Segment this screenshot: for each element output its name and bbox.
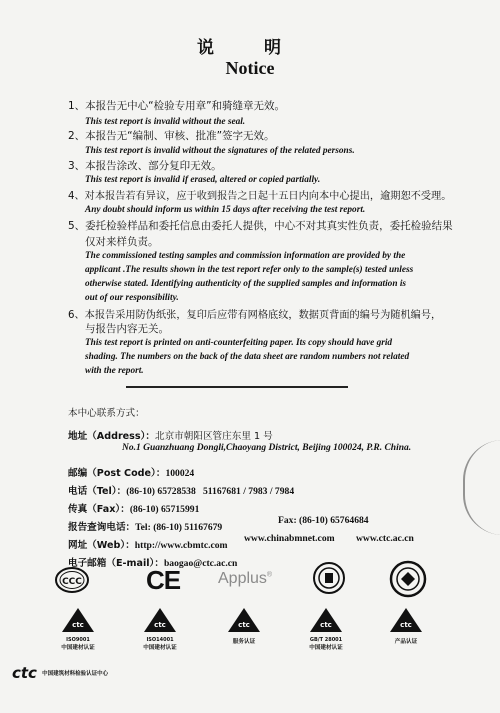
svg-text:ctc: ctc — [72, 621, 84, 629]
tel-label: 电话（Tel）： — [68, 486, 127, 497]
fax-value: (86-10) 65715991 — [129, 504, 200, 515]
cert-product — [386, 607, 426, 645]
notice-item-5-en-2: applicant .The results shown in the test report refer only to the sample(s) tested unless — [85, 265, 414, 275]
notice-item-1-en: This test report is invalid without the seal. — [85, 117, 246, 127]
svg-text:ctc: ctc — [320, 621, 332, 629]
notice-item-6-en-1: This test report is printed on anti-counterfeiting paper. Its copy should have grid — [85, 338, 393, 348]
notice-item-5-cn-2: 仅对来样负责。 — [85, 236, 159, 248]
cert-label: 中国建材认证 — [61, 645, 95, 651]
ctc-triangle-icon — [227, 607, 261, 633]
ccc-mark-icon — [54, 566, 90, 594]
notice-item-3-en: This test report is invalid if erased, altered or copied partially. — [85, 175, 321, 185]
query-fax: Fax: (86-10) 65764684 — [278, 515, 369, 526]
address-label: 地址（Address）： — [68, 431, 155, 442]
web-label: 网址（Web）： — [68, 540, 135, 551]
query-tel: Tel: (86-10) 51167679 — [135, 522, 223, 533]
notice-item-2-cn: 2、本报告无“编制、审核、批准”签字无效。 — [68, 130, 275, 142]
ctc-triangle-icon — [309, 607, 343, 633]
web-link-2[interactable]: www.chinabmnet.com — [244, 533, 335, 544]
notice-item-5-cn-1: 5、委托检验样品和委托信息由委托人提供，中心不对其真实性负责，委托检验结果 — [68, 220, 453, 232]
notice-item-2-en: This test report is invalid without the signatures of the related persons. — [85, 146, 355, 156]
postcode-row — [68, 461, 194, 480]
fax-row — [68, 497, 199, 516]
cert-iso14001 — [140, 607, 180, 651]
notice-item-4-en: Any doubt should inform us within 15 days after receiving the test report. — [85, 205, 366, 215]
title-cn: 说 明 — [197, 38, 303, 58]
notice-item-6-en-2: shading. The numbers on the back of the data sheet are random numbers not related — [85, 352, 410, 362]
cert-label: 服务认证 — [232, 639, 256, 645]
query-label: 报告查询电话： — [68, 522, 136, 533]
notice-item-6-cn-1: 6、本报告采用防伪纸张，复印后应带有网格底纹，数据页背面的编号为随机编号， — [68, 310, 442, 321]
applus-logo — [218, 570, 272, 588]
ce-mark-icon: CE — [146, 565, 181, 595]
contact-heading: 本中心联系方式： — [68, 408, 145, 419]
web-link-1[interactable]: http://www.cbmtc.com — [134, 540, 228, 551]
fax-label: 传真（Fax）： — [68, 504, 130, 515]
svg-text:ctc: ctc — [238, 621, 250, 629]
tel-row — [68, 479, 294, 498]
title-en: Notice — [225, 58, 275, 78]
postcode-value: 100024 — [165, 468, 195, 479]
notice-item-1-cn: 1、本报告无中心“检验专用章”和骑缝章无效。 — [68, 100, 286, 112]
seal-stamp-fragment — [463, 440, 500, 535]
cert-code: ISO9001 — [66, 637, 90, 643]
query-row — [68, 515, 222, 534]
cert-label: 中国建材认证 — [143, 645, 177, 651]
notice-item-6-cn-2: 与报告内容无关。 — [85, 323, 169, 335]
svg-text:ctc: ctc — [154, 621, 166, 629]
cert-code: ISO14001 — [146, 637, 174, 643]
cert-label: 中国建材认证 — [309, 645, 343, 651]
notice-item-6-en-3: with the report. — [85, 366, 144, 376]
email-label: 电子邮箱（E-mail）： — [68, 558, 164, 569]
cert-label: 产品认证 — [394, 639, 418, 645]
cert-gbt28001 — [304, 607, 348, 651]
footer-logo — [12, 663, 108, 682]
notice-item-5-en-3: otherwise stated. Identifying authenticity of the supplied samples and information is — [85, 279, 407, 289]
seal-emblem-icon — [312, 561, 346, 595]
cma-emblem-icon — [388, 560, 428, 598]
web-row — [68, 533, 228, 552]
cert-iso9001 — [58, 607, 98, 651]
email-value[interactable]: baogao@ctc.ac.cn — [163, 558, 238, 569]
ctc-triangle-icon — [389, 607, 423, 633]
notice-item-5-en-1: The commissioned testing samples and commission information are provided by the — [85, 251, 406, 261]
notice-item-4-cn: 4、对本报告若有异议，应于收到报告之日起十五日内向本中心提出，逾期恕不受理。 — [68, 191, 452, 202]
address-en: No.1 Guanzhuang Dongli,Chaoyang District, Beijing 100024, P.R. China. — [122, 443, 412, 453]
notice-item-3-cn: 3、本报告涂改、部分复印无效。 — [68, 160, 222, 172]
tel-value: (86-10) 65728538 51167681 / 7983 / 7984 — [126, 486, 295, 497]
applus-registered: ® — [266, 571, 273, 579]
ctc-triangle-icon — [61, 607, 95, 633]
svg-text:ctc: ctc — [400, 621, 412, 629]
footer-brand: ctc — [12, 664, 37, 682]
cert-code: GB/T 28001 — [309, 637, 343, 643]
address-row — [68, 424, 273, 443]
svg-text:CCC: CCC — [62, 577, 82, 587]
address-cn: 北京市朝阳区管庄东里 1 号 — [155, 431, 273, 442]
web-link-3[interactable]: www.ctc.ac.cn — [356, 533, 414, 544]
divider — [126, 386, 348, 388]
footer-org: 中国建筑材料检验认证中心 — [42, 671, 109, 677]
cert-service — [224, 607, 264, 645]
postcode-label: 邮编（Post Code）： — [68, 468, 166, 479]
applus-text: Applus — [218, 570, 267, 587]
notice-item-5-en-4: out of our responsibility. — [85, 293, 179, 303]
ctc-triangle-icon — [143, 607, 177, 633]
